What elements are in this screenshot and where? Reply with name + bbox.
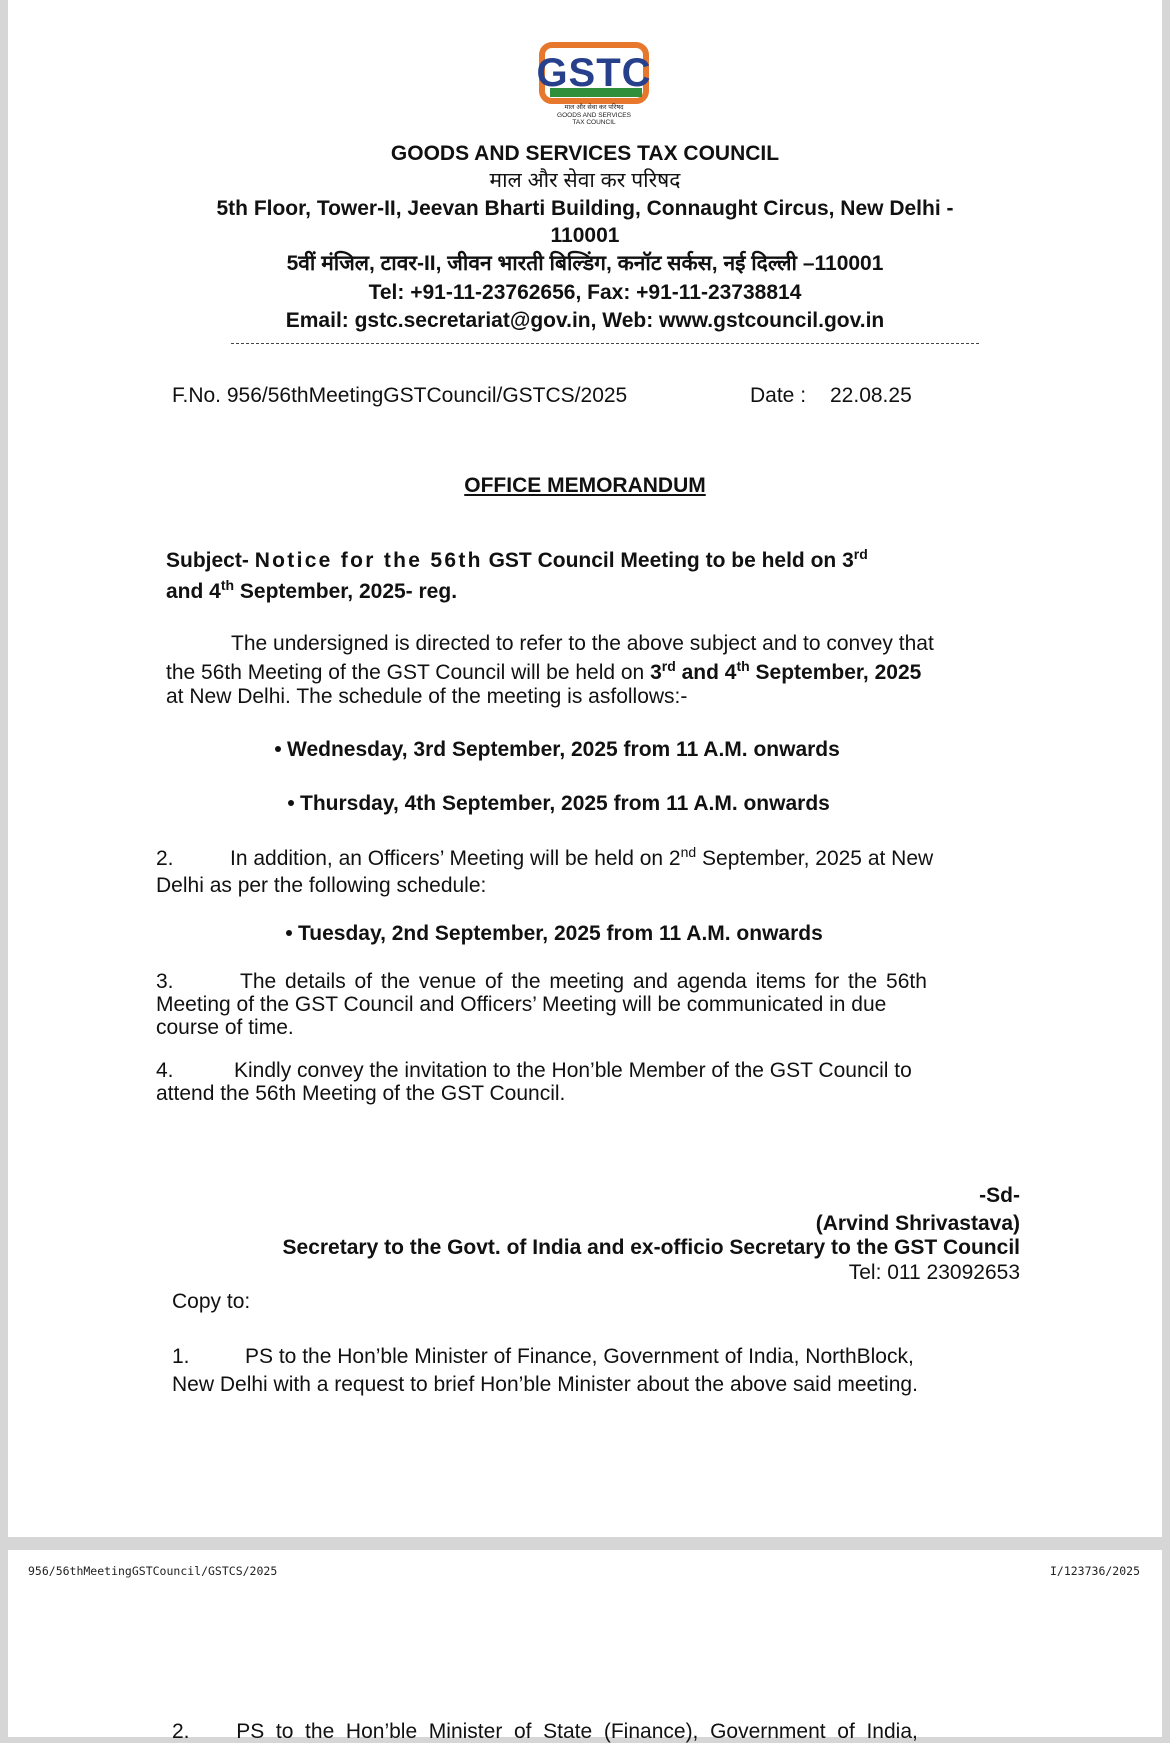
document-page-1 xyxy=(8,0,1162,1537)
copy-item2-partial: 2. PS to the Hon’ble Minister of State (Finance), Government of India, xyxy=(172,1720,918,1743)
bullet-dot-icon xyxy=(275,746,281,752)
para2-line1-rest: September, 2025 at New xyxy=(702,847,934,870)
para1-sup-th: th xyxy=(736,658,750,674)
document-page-2 xyxy=(8,1550,1162,1743)
bullet-dot-icon xyxy=(286,930,292,936)
bullet-tuesday xyxy=(286,922,823,945)
bullet-wednesday xyxy=(275,738,840,761)
header-divider xyxy=(231,343,979,344)
para1-bold-3: 3 xyxy=(650,661,662,684)
email-web: Email: gstc.secretariat@gov.in, Web: www.gstcouncil.gov.in xyxy=(285,309,885,332)
svg-text:GSTC: GSTC xyxy=(538,51,650,95)
bullet-thursday-text: Thursday, 4th September, 2025 from 11 A.M. onwards xyxy=(300,792,830,815)
logo-caption-en-1: GOODS AND SERVICES xyxy=(557,112,631,119)
signatory-name: (Arvind Shrivastava) xyxy=(815,1212,1020,1235)
subject-sup-th: th xyxy=(220,577,235,593)
gstc-logo-icon xyxy=(538,42,650,104)
tel-fax: Tel: +91-11-23762656, Fax: +91-11-23738814 xyxy=(368,281,802,304)
signatory-tel: Tel: 011 23092653 xyxy=(848,1261,1020,1284)
para2-num: 2. xyxy=(156,847,174,870)
para2-line2: Delhi as per the following schedule: xyxy=(156,874,487,897)
address-hindi: 5वीं मंजिल, टावर-II, जीवन भारती बिल्डिंग, कनॉट सर्कस, नई दिल्ली –110001 xyxy=(286,252,884,275)
para1-line1: The undersigned is directed to refer to the above subject and to convey that xyxy=(231,632,934,655)
logo-caption-hindi: माल और सेवा कर परिषद xyxy=(564,104,624,111)
copy-item1-num: 1. xyxy=(172,1345,190,1368)
signatory-designation: Secretary to the Govt. of India and ex-officio Secretary to the GST Council xyxy=(282,1236,1020,1259)
bullet-thursday xyxy=(288,792,830,815)
subject-line2-start: and 4 xyxy=(166,580,221,603)
subject-sup-rd: rd xyxy=(853,546,868,562)
org-title: GOODS AND SERVICES TAX COUNCIL xyxy=(390,142,780,165)
subject-spaced: Notice for the 56th xyxy=(254,549,483,572)
para1-line3: at New Delhi. The schedule of the meeting is asfollows:- xyxy=(166,685,688,708)
memo-title: OFFICE MEMORANDUM xyxy=(464,474,706,497)
para1-line2-start: the 56th Meeting of the GST Council will be held on xyxy=(166,661,645,684)
para3-line1: The details of the venue of the meeting and agenda items for the 56th xyxy=(240,970,927,993)
logo-caption-en-2: TAX COUNCIL xyxy=(572,119,616,126)
para2-sup-nd: nd xyxy=(680,844,697,860)
para1-sup-rd: rd xyxy=(661,658,676,674)
address-line-1: 5th Floor, Tower-II, Jeevan Bharti Building, Connaught Circus, New Delhi - xyxy=(216,197,954,220)
subject-line2-rest: September, 2025- reg. xyxy=(239,580,458,603)
subject-prefix: Subject- xyxy=(166,549,249,572)
para1-line2 xyxy=(166,658,922,684)
subject-line-2 xyxy=(166,577,458,603)
copy-item1-line1: PS to the Hon’ble Minister of Finance, Government of India, NorthBlock, xyxy=(245,1345,914,1368)
para3-num: 3. xyxy=(156,970,174,993)
para4-line2: attend the 56th Meeting of the GST Council. xyxy=(156,1082,566,1105)
date-value: 22.08.25 xyxy=(830,384,912,407)
para4-num: 4. xyxy=(156,1059,174,1082)
para1-bold-date: September, 2025 xyxy=(755,661,922,684)
bullet-tuesday-text: Tuesday, 2nd September, 2025 from 11 A.M. onwards xyxy=(298,922,823,945)
para1-bold-and: and 4 xyxy=(681,661,737,684)
address-line-2: 110001 xyxy=(550,224,620,247)
gstc-logo xyxy=(538,42,650,130)
para3-line2: Meeting of the GST Council and Officers’ Meeting will be communicated in due xyxy=(156,993,887,1016)
para4-line1: Kindly convey the invitation to the Hon’ble Member of the GST Council to xyxy=(234,1059,912,1082)
signature-sd: -Sd- xyxy=(979,1184,1020,1207)
subject-rest: GST Council Meeting to be held on 3 xyxy=(488,549,854,572)
subject-line-1 xyxy=(166,546,1021,572)
copy-item1-line2: New Delhi with a request to brief Hon’ble Minister about the above said meeting. xyxy=(172,1373,918,1396)
file-number: F.No. 956/56thMeetingGSTCouncil/GSTCS/2025 xyxy=(172,384,628,407)
copy-to-label: Copy to: xyxy=(172,1290,251,1313)
date-label: Date : xyxy=(750,384,807,407)
bullet-dot-icon xyxy=(288,800,294,806)
page2-right-ref: I/123736/2025 xyxy=(1049,1564,1140,1578)
org-title-hindi: माल और सेवा कर परिषद xyxy=(489,169,681,192)
para3-line3: course of time. xyxy=(156,1016,294,1039)
para2-line1-start: In addition, an Officers’ Meeting will be held on 2 xyxy=(230,847,681,870)
page2-left-ref: 956/56thMeetingGSTCouncil/GSTCS/2025 xyxy=(28,1564,278,1578)
bullet-wednesday-text: Wednesday, 3rd September, 2025 from 11 A.M. onwards xyxy=(287,738,840,761)
para2-line1 xyxy=(230,844,934,870)
